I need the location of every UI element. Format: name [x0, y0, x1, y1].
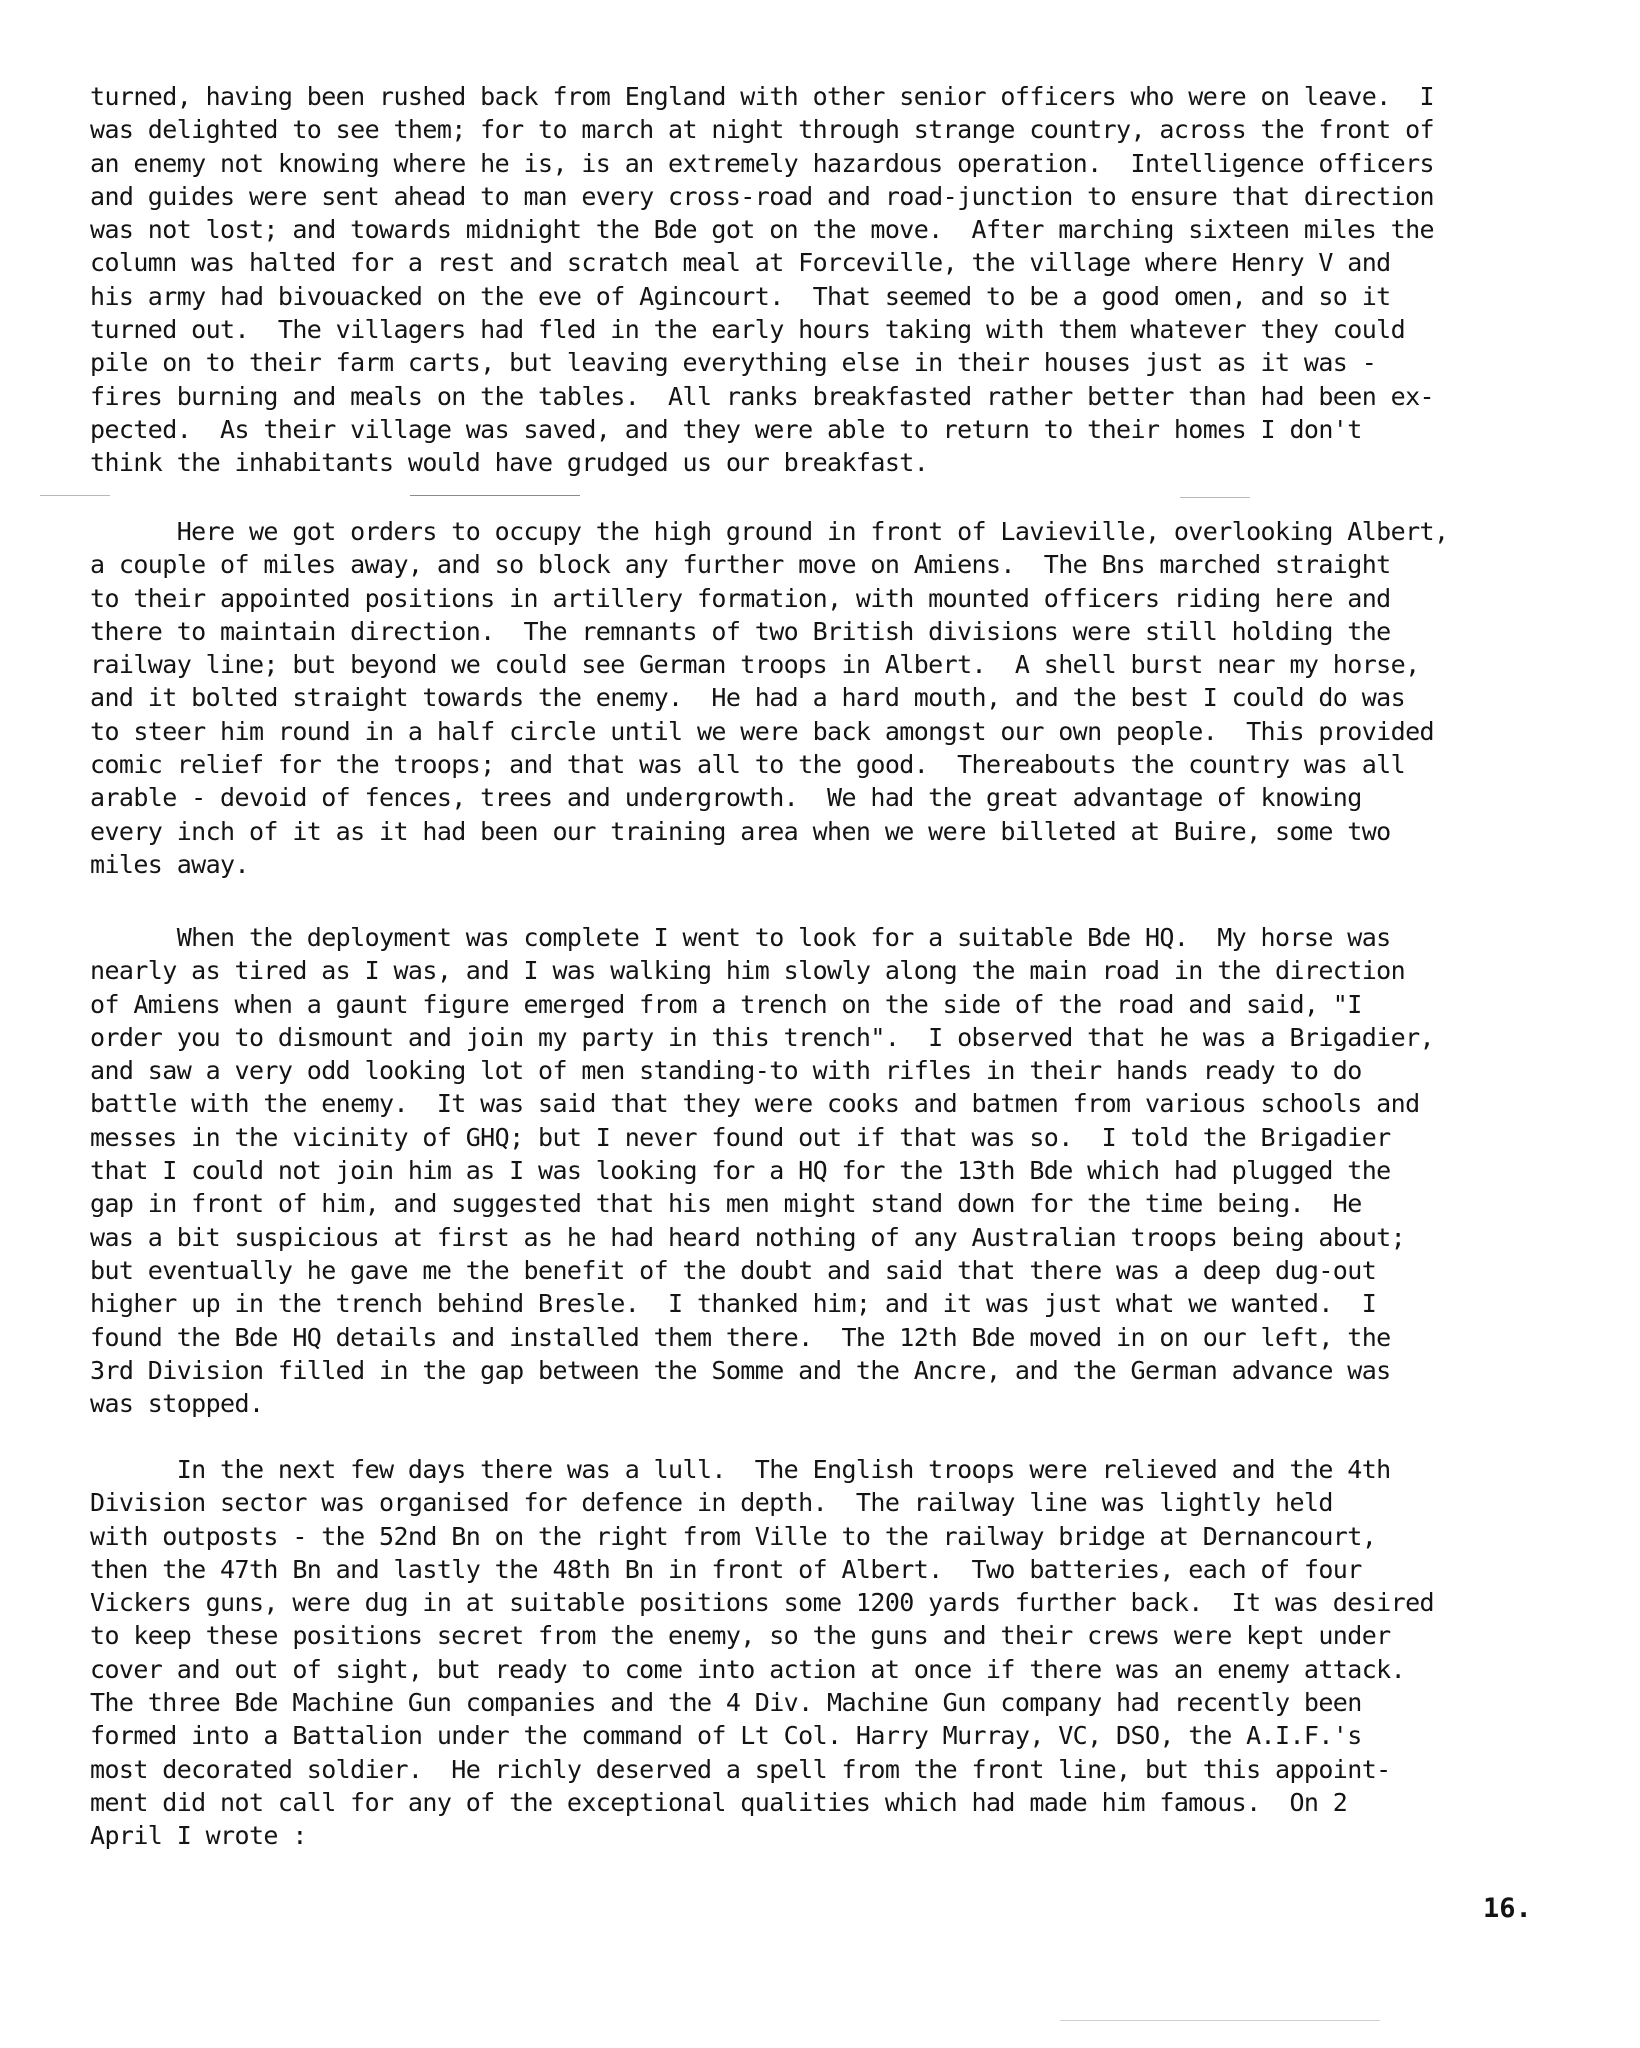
text-line: cover and out of sight, but ready to come into action at once if there was an enemy attack. [90, 1654, 1406, 1684]
text-line: arable - devoid of fences, trees and undergrowth. We had the great advantage of knowing [90, 783, 1362, 813]
text-line: was delighted to see them; for to march at night through strange country, across the front of [90, 115, 1434, 145]
text-line: The three Bde Machine Gun companies and the 4 Div. Machine Gun company had recently been [90, 1688, 1362, 1718]
text-line: battle with the enemy. It was said that they were cooks and batmen from various schools and [90, 1089, 1420, 1119]
text-line: there to maintain direction. The remnants of two British divisions were still holding the [90, 616, 1391, 646]
text-line: comic relief for the troops; and that was all to the good. Thereabouts the country was all [90, 750, 1406, 780]
text-line: turned out. The villagers had fled in the early hours taking with them whatever they could [90, 315, 1406, 345]
text-line: gap in front of him, and suggested that his men might stand down for the time being. He [90, 1189, 1362, 1219]
scan-artifact-line [1060, 2020, 1380, 2021]
text-line: to steer him round in a half circle until we were back amongst our own people. This provided [90, 716, 1434, 746]
text-line: but eventually he gave me the benefit of the doubt and said that there was a deep dug-out [90, 1255, 1377, 1285]
text-line: Vickers guns, were dug in at suitable positions some 1200 yards further back. It was desired [90, 1588, 1434, 1618]
text-line: was not lost; and towards midnight the Bde got on the move. After marching sixteen miles the [90, 215, 1434, 245]
text-line: In the next few days there was a lull. The English troops were relieved and the 4th [90, 1455, 1391, 1484]
text-line: with outposts - the 52nd Bn on the right from Ville to the railway bridge at Dernancourt, [90, 1521, 1377, 1551]
text-line: that I could not join him as I was looking for a HQ for the 13th Bde which had plugged the [90, 1156, 1391, 1186]
text-line: Here we got orders to occupy the high ground in front of Lavieville, overlooking Albert, [90, 517, 1449, 546]
text-line: April I wrote : [90, 1821, 307, 1851]
text-line: formed into a Battalion under the command of Lt Col. Harry Murray, VC, DSO, the A.I.F.'s [90, 1721, 1362, 1751]
paragraph-1 [90, 80, 1560, 480]
text-line: most decorated soldier. He richly deserved a spell from the front line, but this appoint- [90, 1754, 1391, 1784]
text-line: found the Bde HQ details and installed them there. The 12th Bde moved in on our left, the [90, 1322, 1391, 1352]
text-line: column was halted for a rest and scratch meal at Forceville, the village where Henry V and [90, 248, 1391, 278]
text-line: an enemy not knowing where he is, is an extremely hazardous operation. Intelligence officers [90, 148, 1434, 178]
text-line: and guides were sent ahead to man every cross-road and road-junction to ensure that direction [90, 181, 1434, 211]
scan-artifact-line [40, 495, 110, 496]
text-line: pected. As their village was saved, and they were able to return to their homes I don't [90, 414, 1362, 444]
paragraph-2 [90, 515, 1560, 881]
text-line: of Amiens when a gaunt figure emerged from a trench on the side of the road and said, "I [90, 989, 1362, 1019]
text-line: higher up in the trench behind Bresle. I thanked him; and it was just what we wanted. I [90, 1289, 1377, 1319]
text-line: and it bolted straight towards the enemy. He had a hard mouth, and the best I could do was [90, 683, 1406, 713]
text-line: then the 47th Bn and lastly the 48th Bn in front of Albert. Two batteries, each of four [90, 1554, 1362, 1584]
text-line: When the deployment was complete I went to look for a suitable Bde HQ. My horse was [90, 923, 1391, 952]
text-line: his army had bivouacked on the eve of Agincourt. That seemed to be a good omen, and so it [90, 281, 1391, 311]
paragraph-3 [90, 921, 1560, 1420]
paragraph-4 [90, 1453, 1560, 1853]
text-line: order you to dismount and join my party in this trench". I observed that he was a Brigadier, [90, 1022, 1434, 1052]
text-line: was a bit suspicious at first as he had heard nothing of any Australian troops being about; [90, 1222, 1406, 1252]
text-line: fires burning and meals on the tables. All ranks breakfasted rather better than had been ex- [90, 381, 1434, 411]
text-line: 3rd Division filled in the gap between the Somme and the Ancre, and the German advance was [90, 1355, 1391, 1385]
text-line: messes in the vicinity of GHQ; but I never found out if that was so. I told the Brigadier [90, 1122, 1391, 1152]
text-line: miles away. [90, 849, 249, 879]
text-line: pile on to their farm carts, but leaving everything else in their houses just as it was - [90, 348, 1377, 378]
text-line: railway line; but beyond we could see German troops in Albert. A shell burst near my horse, [90, 650, 1420, 680]
text-line: was stopped. [90, 1389, 264, 1419]
text-line: to keep these positions secret from the enemy, so the guns and their crews were kept under [90, 1621, 1391, 1651]
text-line: Division sector was organised for defence in depth. The railway line was lightly held [90, 1488, 1333, 1518]
text-line: turned, having been rushed back from England with other senior officers who were on leave. I [90, 82, 1434, 111]
text-line: and saw a very odd looking lot of men standing-to with rifles in their hands ready to do [90, 1056, 1362, 1086]
scan-artifact-line [1180, 497, 1250, 498]
page-number: 16. [1483, 1893, 1532, 1924]
text-line: every inch of it as it had been our training area when we were billeted at Buire, some two [90, 816, 1391, 846]
text-line: to their appointed positions in artillery formation, with mounted officers riding here and [90, 583, 1391, 613]
text-line: ment did not call for any of the exceptional qualities which had made him famous. On 2 [90, 1787, 1348, 1817]
text-line: think the inhabitants would have grudged us our breakfast. [90, 448, 929, 478]
scan-artifact-line [410, 495, 580, 496]
text-line: a couple of miles away, and so block any further move on Amiens. The Bns marched straight [90, 550, 1391, 580]
text-line: nearly as tired as I was, and I was walking him slowly along the main road in the direction [90, 956, 1406, 986]
